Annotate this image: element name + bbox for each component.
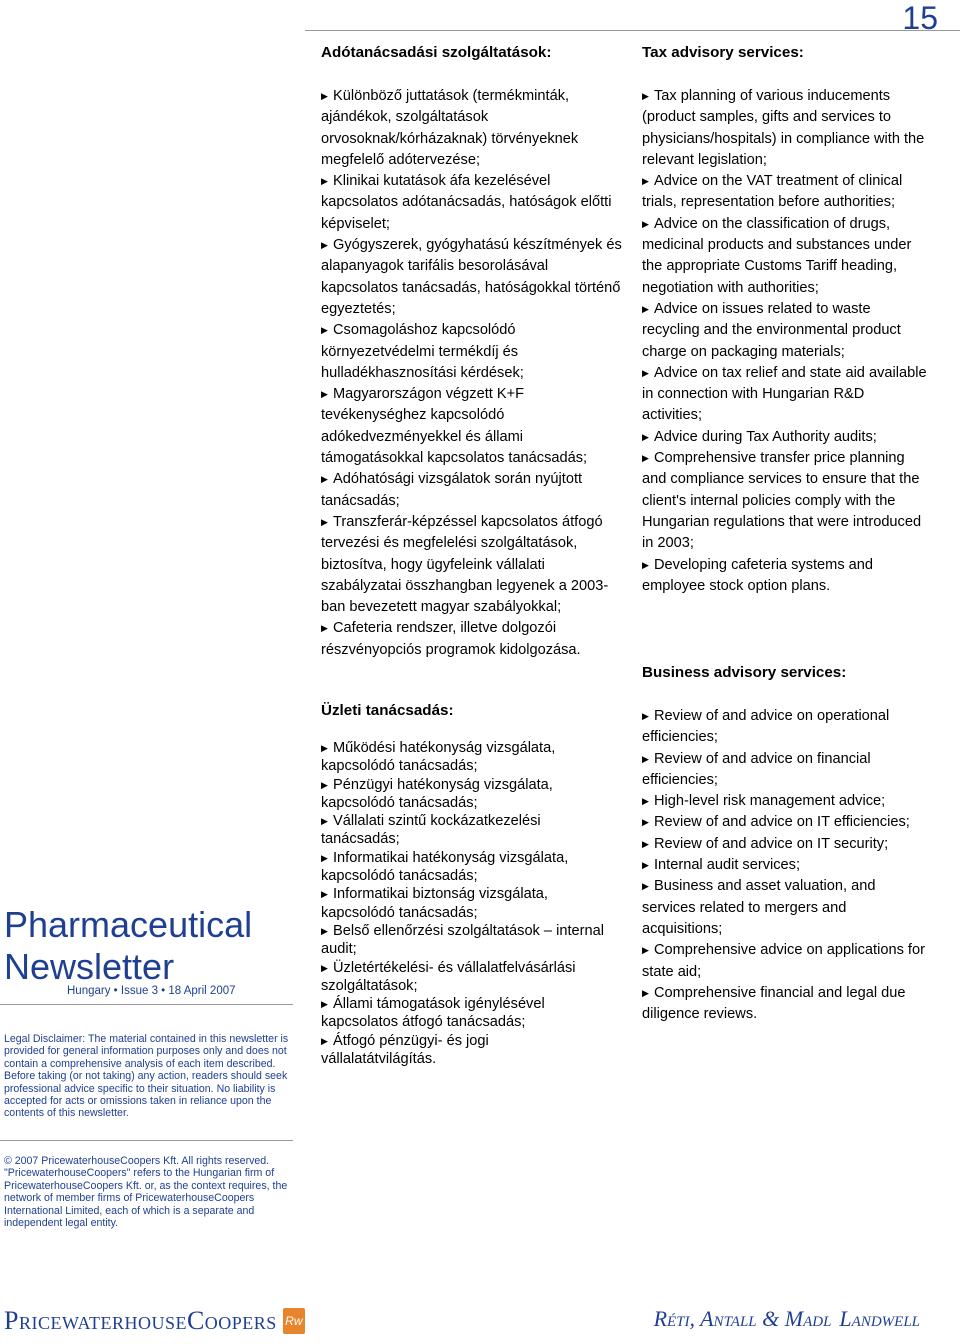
bullet-arrow-icon: ▶ bbox=[321, 623, 328, 634]
list-item: ▶ Informatikai hatékonyság vizsgálata, kapcsolódó tanácsadás; bbox=[321, 849, 569, 885]
list-item: ▶ Advice during Tax Authority audits; bbox=[642, 427, 927, 448]
bullet-arrow-icon: ▶ bbox=[321, 925, 328, 936]
bullet-arrow-icon: ▶ bbox=[321, 389, 328, 400]
list-item: ▶ Transzferár-képzéssel kapcsolatos átfogó tervezési és megfelelési szolgáltatások, biztosítva, hogy ügyfeleink vállalati szabályzatai összhangban legyenek a 2003-ban bevezetett magyar szabályokkal; bbox=[321, 513, 609, 616]
bullet-arrow-icon: ▶ bbox=[321, 91, 328, 101]
list-item: ▶ Állami támogatások igénylésével kapcsolatos átfogó tanácsadás; bbox=[321, 996, 545, 1031]
hu-business-heading: Üzleti tanácsadás: bbox=[321, 702, 454, 719]
newsletter-title-line1: Pharmaceutical bbox=[4, 904, 253, 945]
newsletter-title-line2: Newsletter bbox=[4, 946, 175, 987]
bullet-arrow-icon: ▶ bbox=[642, 838, 649, 849]
list-item: ▶ Comprehensive financial and legal due diligence reviews. bbox=[642, 984, 906, 1023]
bullet-arrow-icon: ▶ bbox=[642, 753, 649, 764]
bullet-arrow-icon: ▶ bbox=[642, 711, 649, 721]
list-item: ▶ Review of and advice on IT security; bbox=[642, 834, 927, 855]
list-item: ▶ Tax planning of various inducements (product samples, gifts and services to physicians/hospitals) in compliance with the relevant legislation; bbox=[642, 88, 925, 168]
bullet-arrow-icon: ▶ bbox=[321, 474, 328, 485]
bullet-arrow-icon: ▶ bbox=[642, 817, 649, 828]
bullet-arrow-icon: ▶ bbox=[642, 303, 649, 314]
list-item: ▶ Klinikai kutatások áfa kezelésével kapcsolatos adótanácsadás, hatóságok előtti képviselet; bbox=[321, 173, 612, 232]
list-item: ▶ Pénzügyi hatékonyság vizsgálata, kapcsolódó tanácsadás; bbox=[321, 776, 553, 811]
bullet-arrow-icon: ▶ bbox=[642, 860, 649, 871]
list-item: ▶ Magyarországon végzett K+F tevékenységhez kapcsolódó adókedvezményekkel és állami támogatásokkal kapcsolatos tanácsadás; bbox=[321, 386, 588, 467]
bullet-arrow-icon: ▶ bbox=[321, 816, 328, 827]
en-business-heading: Business advisory services: bbox=[642, 664, 847, 681]
landwell-partners-text: Réti, Antall & Madl bbox=[653, 1306, 832, 1331]
bullet-arrow-icon: ▶ bbox=[642, 559, 649, 570]
list-item: ▶ Gyógyszerek, gyógyhatású készítmények és alapanyagok tarifális besorolásával kapcsolatos tanácsadás, hatóságokkal történő egyeztetés; bbox=[321, 237, 622, 317]
en-business-list bbox=[642, 706, 927, 1025]
pwc-mark-icon: Rw bbox=[283, 1308, 305, 1334]
list-item: ▶ Átfogó pénzügyi- és jogi vállalatátvilágítás. bbox=[321, 1032, 489, 1068]
pwc-logo-text: PricewaterhouseCoopers bbox=[4, 1306, 277, 1335]
list-item: ▶ Review of and advice on financial efficiencies; bbox=[642, 750, 871, 788]
list-item: ▶ Comprehensive transfer price planning and compliance services to ensure that the client's internal policies comply with the Hungarian regulations that were introduced in 2003; bbox=[642, 450, 922, 552]
list-item: ▶ Különböző juttatások (termékminták, ajándékok, szolgáltatások orvosoknak/kórházaknak) törvényeknek megfelelő adótervezése; bbox=[321, 88, 579, 168]
sidebar-divider bbox=[0, 1004, 293, 1005]
list-item: ▶ Business and asset valuation, and services related to mergers and acquisitions; bbox=[642, 878, 876, 937]
bullet-arrow-icon: ▶ bbox=[321, 516, 328, 527]
newsletter-masthead bbox=[4, 904, 294, 988]
en-tax-list bbox=[642, 86, 927, 597]
landwell-brand-text: Landwell bbox=[839, 1306, 920, 1331]
legal-disclaimer: Legal Disclaimer: The material contained in this newsletter is provided for general information purposes only and does not contain a comprehensive analysis of each item described. Before taking (or not taking) any action, readers should seek professional advice specific to their situation. No liability is accepted for acts or omissions taken in reliance upon the contents of this newsletter. bbox=[4, 1033, 289, 1120]
landwell-logo bbox=[654, 1306, 920, 1332]
bullet-arrow-icon: ▶ bbox=[321, 1035, 328, 1046]
bullet-arrow-icon: ▶ bbox=[321, 325, 328, 336]
list-item: ▶ Belső ellenőrzési szolgáltatások – internal audit; bbox=[321, 922, 604, 958]
bullet-arrow-icon: ▶ bbox=[321, 240, 328, 251]
list-item: ▶ High-level risk management advice; bbox=[642, 791, 927, 812]
hu-tax-list bbox=[321, 86, 626, 661]
list-item: ▶ Developing cafeteria systems and employee stock option plans. bbox=[642, 556, 874, 594]
bullet-arrow-icon: ▶ bbox=[321, 999, 328, 1010]
bullet-arrow-icon: ▶ bbox=[642, 945, 649, 956]
bullet-arrow-icon: ▶ bbox=[642, 431, 649, 442]
list-item: ▶ Advice on issues related to waste recycling and the environmental product charge on packaging materials; bbox=[642, 300, 901, 360]
list-item: ▶ Adóhatósági vizsgálatok során nyújtott tanácsadás; bbox=[321, 471, 583, 509]
list-item: ▶ Cafeteria rendszer, illetve dolgozói részvényopciós programok kidolgozása. bbox=[321, 620, 581, 658]
page-number: 15 bbox=[902, 0, 938, 36]
bullet-arrow-icon: ▶ bbox=[642, 91, 649, 101]
list-item: ▶ Advice on the VAT treatment of clinical trials, representation before authorities; bbox=[642, 173, 903, 211]
list-item: ▶ Üzletértékelési- és vállalatfelvásárlási szolgáltatások; bbox=[321, 959, 576, 994]
bullet-arrow-icon: ▶ bbox=[642, 453, 649, 464]
pwc-logo bbox=[4, 1306, 305, 1336]
bullet-arrow-icon: ▶ bbox=[642, 176, 649, 187]
hu-tax-heading: Adótanácsadási szolgáltatások: bbox=[321, 44, 552, 61]
list-item: ▶ Review of and advice on operational efficiencies; bbox=[642, 708, 890, 746]
bullet-arrow-icon: ▶ bbox=[321, 743, 328, 753]
bullet-arrow-icon: ▶ bbox=[642, 796, 649, 807]
list-item: ▶ Advice on the classification of drugs, medicinal products and substances under the appropriate Customs Tariff heading, negotiation with authorities; bbox=[642, 215, 912, 296]
sidebar-divider-lower bbox=[0, 1140, 293, 1141]
en-tax-heading: Tax advisory services: bbox=[642, 44, 804, 61]
bullet-arrow-icon: ▶ bbox=[321, 852, 328, 863]
list-item: ▶ Működési hatékonyság vizsgálata, kapcsolódó tanácsadás; bbox=[321, 740, 556, 775]
bullet-arrow-icon: ▶ bbox=[642, 367, 649, 378]
bullet-arrow-icon: ▶ bbox=[321, 779, 328, 790]
copyright-notice: © 2007 PricewaterhouseCoopers Kft. All rights reserved. "PricewaterhouseCoopers" refers to the Hungarian firm of PricewaterhouseCoopers Kft. or, as the context requires, the network of member firms of PricewaterhouseCoopers International Limited, each of which is a separate and independent legal entity. bbox=[4, 1155, 288, 1230]
bullet-arrow-icon: ▶ bbox=[321, 176, 328, 187]
list-item: ▶ Vállalati szintű kockázatkezelési tanácsadás; bbox=[321, 813, 541, 848]
list-item: ▶ Csomagoláshoz kapcsolódó környezetvédelmi termékdíj és hulladékhasznosítási kérdések; bbox=[321, 322, 524, 381]
list-item: ▶ Advice on tax relief and state aid available in connection with Hungarian R&D activities; bbox=[642, 364, 927, 424]
bullet-arrow-icon: ▶ bbox=[321, 962, 328, 973]
bullet-arrow-icon: ▶ bbox=[642, 218, 649, 229]
bullet-arrow-icon: ▶ bbox=[321, 889, 328, 900]
top-divider bbox=[305, 30, 960, 31]
bullet-arrow-icon: ▶ bbox=[642, 881, 649, 892]
hu-business-list bbox=[321, 739, 606, 1068]
list-item: ▶ Informatikai biztonság vizsgálata, kapcsolódó tanácsadás; bbox=[321, 886, 548, 921]
list-item: ▶ Internal audit services; bbox=[642, 855, 927, 876]
issue-info: Hungary • Issue 3 • 18 April 2007 bbox=[67, 985, 236, 997]
list-item: ▶ Review of and advice on IT efficiencies; bbox=[642, 812, 927, 833]
list-item: ▶ Comprehensive advice on applications for state aid; bbox=[642, 942, 925, 980]
bullet-arrow-icon: ▶ bbox=[642, 987, 649, 998]
